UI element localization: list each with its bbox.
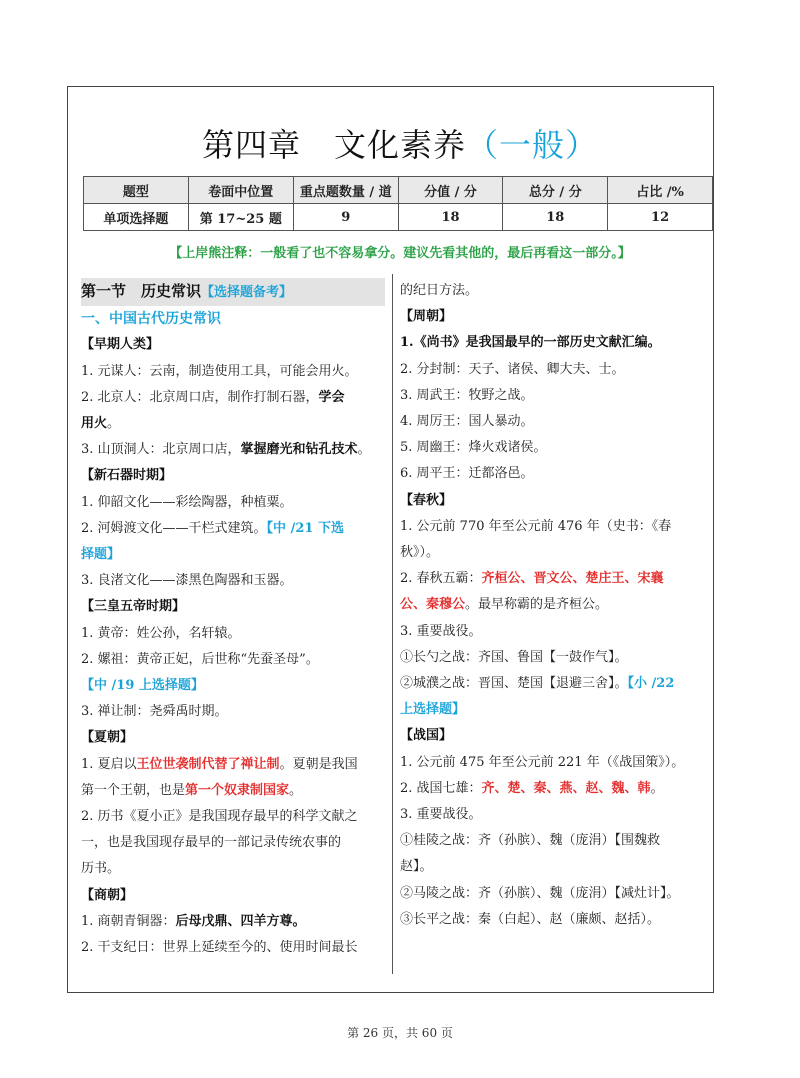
- text: 2. 北京人：北京周口店，制作打制石器，: [81, 389, 319, 405]
- topic-heading: 【三皇五帝时期】: [81, 599, 186, 615]
- topic-heading: 【春秋】: [400, 492, 453, 508]
- text: ②城濮之战：晋国、楚国【退避三舍】。: [400, 676, 628, 692]
- list-item: [81, 385, 385, 411]
- list-item: ①桂陵之战：齐（孙膑）、魏（庞涓）【围魏救: [400, 833, 661, 849]
- table-cell: 12: [608, 204, 713, 231]
- text: 。: [650, 780, 664, 796]
- table-header: 题型: [84, 177, 189, 204]
- list-item: 2. 干支纪日：世界上延续至今的、使用时间最长: [81, 940, 358, 956]
- list-item: 3. 周武王：牧野之战。: [400, 387, 534, 403]
- highlight-text: 用火: [81, 416, 108, 432]
- exam-tag: 【中 /19 上选择题】: [81, 678, 204, 694]
- list-item-cont: 赵】。: [400, 859, 433, 875]
- table-cell: 第 17~25 题: [188, 204, 293, 231]
- highlight-text: 第一个奴隶制国家: [185, 782, 290, 798]
- topic-heading: 【周朝】: [400, 309, 453, 325]
- highlight-text: 王位世袭制代替了禅让制: [136, 756, 280, 772]
- subsection-heading: 一、中国古代历史常识: [81, 311, 221, 328]
- table-cell: 9: [293, 204, 398, 231]
- text: 。夏朝是我国: [279, 756, 358, 772]
- topic-heading: 【夏朝】: [81, 730, 134, 746]
- list-item: 2. 历书《夏小正》是我国现存最早的科学文献之: [81, 809, 358, 825]
- text: 。: [107, 416, 121, 432]
- table-header: 占比 /%: [608, 177, 713, 204]
- text: 1. 商朝青铜器：: [81, 913, 176, 929]
- left-column: [81, 278, 385, 961]
- highlight-text: 齐、楚、秦、燕、赵、魏、韩: [481, 780, 651, 796]
- list-item: 2. 分封制：天子、诸侯、卿大夫、士。: [400, 361, 625, 377]
- list-item: [81, 516, 385, 542]
- topic-heading: 【商朝】: [81, 887, 134, 903]
- section-title: 第一节 历史常识: [81, 282, 202, 300]
- text: 。最早称霸的是齐桓公。: [465, 597, 609, 613]
- section-tag: 【选择题备考】: [201, 285, 293, 300]
- list-item: ②马陵之战：齐（孙膑）、魏（庞涓）【减灶计】。: [400, 885, 680, 901]
- table-row: [84, 204, 713, 231]
- list-item: 5. 周幽王：烽火戏诸侯。: [400, 440, 547, 456]
- exam-tag: 【小 /22: [627, 676, 675, 692]
- list-item-cont: 一，也是我国现存最早的一部记录传统农事的: [81, 835, 342, 851]
- highlight-text: 掌握磨光和钻孔技术: [240, 442, 358, 458]
- topic-heading: 【新石器时期】: [81, 468, 173, 484]
- list-item: 1. 公元前 475 年至公元前 221 年（《战国策》）。: [400, 754, 685, 770]
- list-item: 2. 嫘祖：黄帝正妃，后世称“先蚕圣母”。: [81, 651, 319, 667]
- list-item: 1. 公元前 770 年至公元前 476 年（史书：《春: [400, 518, 672, 534]
- list-item-cont: 的纪日方法。: [400, 283, 479, 298]
- list-item: [81, 909, 385, 935]
- table-header: 卷面中位置: [188, 177, 293, 204]
- list-item: 1. 元谋人：云南，制造使用工具，可能会用火。: [81, 363, 358, 379]
- list-item: 1. 仰韶文化——彩绘陶器，种植粟。: [81, 494, 293, 510]
- list-item: [81, 752, 385, 778]
- chapter-title: [0, 120, 800, 166]
- list-item: 6. 周平王：迁都洛邑。: [400, 466, 534, 482]
- table-header: 总分 / 分: [503, 177, 608, 204]
- page-number: 第 26 页，共 60 页: [347, 1026, 453, 1040]
- list-item: 3. 重要战役。: [400, 623, 482, 639]
- list-item: [400, 671, 704, 697]
- list-item: 4. 周厉王：国人暴动。: [400, 414, 534, 430]
- highlight-text: 后母戊鼎、四羊方尊。: [175, 913, 306, 929]
- exam-tag: 上选择题】: [400, 702, 466, 718]
- list-item: 3. 重要战役。: [400, 807, 482, 823]
- column-divider: [392, 274, 393, 974]
- table-cell: 18: [398, 204, 503, 231]
- text: 3. 山顶洞人：北京周口店，: [81, 442, 241, 458]
- text: 。: [289, 782, 303, 798]
- list-item: ③长平之战：秦（白起）、赵（廉颇、赵括）。: [400, 911, 661, 927]
- chapter-title-level: （一般）: [466, 126, 599, 164]
- list-item-cont: [81, 778, 385, 804]
- list-item-cont: 历书。: [81, 861, 121, 877]
- exam-tag: 择题】: [81, 547, 121, 563]
- highlight-text: 学会: [318, 389, 345, 405]
- list-item-cont: [400, 592, 704, 618]
- table-header: 分值 / 分: [398, 177, 503, 204]
- chapter-title-text: 第四章 文化素养: [201, 126, 466, 164]
- text: 2. 春秋五霸：: [400, 571, 482, 587]
- list-item-cont: [81, 411, 385, 437]
- section-heading: [81, 278, 385, 306]
- table-header-row: [84, 177, 713, 204]
- topic-heading: 【战国】: [400, 728, 453, 744]
- text: 2. 战国七雄：: [400, 780, 482, 796]
- table-header: 重点题数量 / 道: [293, 177, 398, 204]
- text: 。: [357, 442, 371, 458]
- exam-info-table: [83, 176, 713, 231]
- text: 2. 河姆渡文化——干栏式建筑。: [81, 520, 267, 536]
- list-item: [81, 437, 385, 463]
- highlight-text: 公、秦穆公: [400, 597, 466, 613]
- text: 第一个王朝，也是: [81, 782, 186, 798]
- right-column: [400, 278, 704, 933]
- list-item: 1. 黄帝：姓公孙，名轩辕。: [81, 625, 241, 641]
- highlight-text: 齐桓公、晋文公、楚庄王、宋襄: [481, 571, 664, 587]
- table-cell: 18: [503, 204, 608, 231]
- list-item: ①长勺之战：齐国、鲁国【一鼓作气】。: [400, 649, 628, 665]
- annotation-note: 【上岸熊注释：一般看了也不容易拿分。建议先看其他的，最后再看这一部分。】: [169, 246, 631, 261]
- topic-heading: 【早期人类】: [81, 337, 160, 353]
- list-item: 3. 良渚文化——漆黑色陶器和玉器。: [81, 573, 293, 589]
- list-item: [400, 566, 704, 592]
- list-item: 1.《尚书》是我国最早的一部历史文献汇编。: [400, 335, 661, 351]
- text: 1. 夏启以: [81, 756, 137, 772]
- list-item-cont: 秋》）。: [400, 545, 440, 561]
- list-item: 3. 禅让制：尧舜禹时期。: [81, 704, 228, 720]
- table-cell: 单项选择题: [84, 204, 189, 231]
- list-item: [400, 776, 704, 802]
- exam-tag: 【中 /21 下选: [266, 520, 344, 536]
